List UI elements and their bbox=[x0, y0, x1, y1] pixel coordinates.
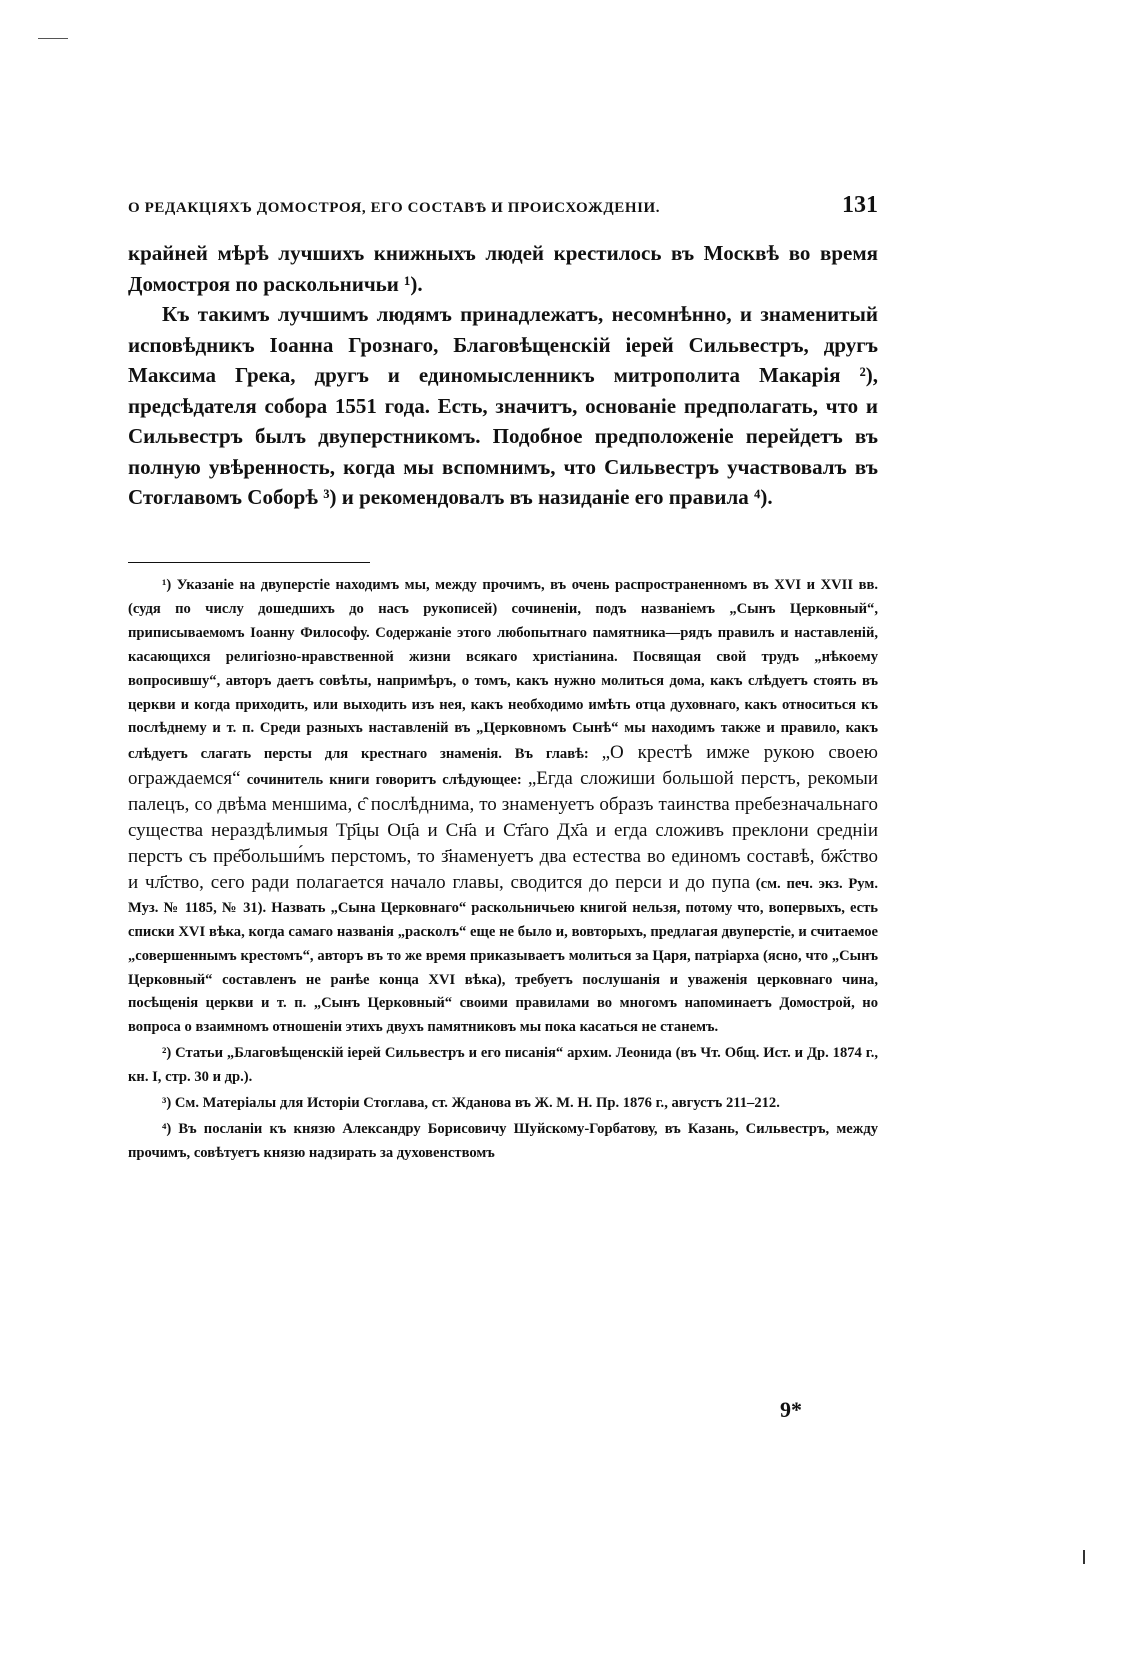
footnotes bbox=[128, 574, 878, 1168]
footnote-1-quote: „Егда сложиши большой перстъ, рекомыи палецъ, со двѣма меншима, с̑ послѣднима, то знаменуетъ образъ таинства пребезначальнаго существа нераздѣлимыя Тр҃цы Оц҃а и Сн҃а и Ст҃аго Дх҃а и егда сложивъ преклони средніи перстъ съ пре̑больши́мъ перстомъ, то з҃наменуетъ два естества во единомъ составѣ, бж҃ство и чл҃ство, сего ради полагается начало главы, сводится до перси и до пупа bbox=[128, 768, 879, 893]
main-text bbox=[128, 238, 878, 513]
footnote-1 bbox=[128, 574, 878, 1040]
page-number: 131 bbox=[842, 192, 878, 218]
running-title: О РЕДАКЦІЯХЪ ДОМОСТРОЯ, ЕГО СОСТАВѢ И ПРОИСХОЖДЕНІИ. bbox=[128, 200, 661, 216]
footnote-3: ³) См. Матеріалы для Исторіи Стоглава, ст. Жданова въ Ж. М. Н. Пр. 1876 г., августъ 211–212. bbox=[162, 1095, 780, 1112]
footnote-1-quote-title: „О крестѣ имже рукою своею ограждаемся“ bbox=[128, 742, 878, 790]
footnote-rule bbox=[128, 562, 370, 563]
page-header bbox=[128, 192, 878, 219]
scan-edge-mark bbox=[1083, 1550, 1085, 1564]
signature-mark: 9* bbox=[780, 1397, 802, 1422]
footnote-1-text-a: ¹) Указаніе на двуперстіе находимъ мы, между прочимъ, въ очень распространенномъ въ XVI и XVII вв. (судя по числу дошедшихъ до насъ рукописей) сочиненіи, подъ названіемъ „Сынъ Церковный“, приписываемомъ Іоанну Философу. Содержаніе этого любопытнаго памятника—рядъ правилъ и наставленій, касающихся религіозно-нравственной жизни всякаго христіанина. Посвящая свой трудъ „нѣкоему вопросившу“, авторъ даетъ совѣты, напримѣръ, о томъ, какъ нужно молиться дома, какъ слѣдуетъ стоять въ церкви и когда приходить, или выходить изъ нея, какъ необходимо имѣть отца духовнаго, какъ относиться къ послѣднему и т. п. Среди разныхъ наставленій въ „Церковномъ Сынѣ“ мы находимъ также и правило, какъ слѣдуетъ слагать персты для крестнаго знаменія. Въ главѣ: bbox=[128, 577, 878, 763]
scan-corner-mark bbox=[38, 38, 68, 39]
paragraph-1: крайней мѣрѣ лучшихъ книжныхъ людей крестилось въ Москвѣ во время Домостроя по раскольничьи ¹). bbox=[128, 241, 878, 296]
footnote-1-text-c: (см. печ. экз. Рум. Муз. № 1185, № 31). Назвать „Сына Церковнаго“ раскольничьею книгой нельзя, потому что, вопервыхъ, есть списки XVI вѣка, когда самаго названія „расколъ“ еще не было и, вовторыхъ, предлагая двуперстіе, и считаемое „совершеннымъ крестомъ“, авторъ въ то же время приказываетъ молиться за Царя, патріарха (ясно, что „Сынъ Церковный“ составленъ не ранѣе конца XVI вѣка), требуетъ послушанія и уваженія церковнаго чина, посѣщенія церкви и т. п. „Сынъ Церковный“ своими правилами во многомъ напоминаетъ Домострой, но вопроса о взаимномъ отношеніи этихъ двухъ памятниковъ мы пока касаться не станемъ. bbox=[128, 875, 878, 1036]
paragraph-2: Къ такимъ лучшимъ людямъ принадлежатъ, несомнѣнно, и знаменитый исповѣдникъ Іоанна Грознаго, Благовѣщенскій іерей Сильвестръ, другъ Максима Грека, другъ и единомысленникъ митрополита Макарія ²), предсѣдателя собора 1551 года. Есть, значитъ, основаніе предполагать, что и Сильвестръ былъ двуперстникомъ. Подобное предположеніе перейдетъ въ полную увѣренность, когда мы вспомнимъ, что Сильвестръ участвовалъ въ Стоглавомъ Соборѣ ³) и рекомендовалъ въ назиданіе его правила ⁴). bbox=[128, 302, 878, 509]
footnote-4: ⁴) Въ посланіи къ князю Александру Борисовичу Шуйскому-Горбатову, въ Казань, Сильвестръ, между прочимъ, совѣтуетъ князю надзирать за духовенствомъ bbox=[128, 1120, 878, 1161]
footnote-2: ²) Статьи „Благовѣщенскій іерей Сильвестръ и его писанія“ архим. Леонида (въ Чт. Общ. Ист. и Др. 1874 г., кн. I, стр. 30 и др.). bbox=[128, 1045, 878, 1086]
footnote-1-text-b: сочинитель книги говоритъ слѣдующее: bbox=[246, 772, 522, 789]
